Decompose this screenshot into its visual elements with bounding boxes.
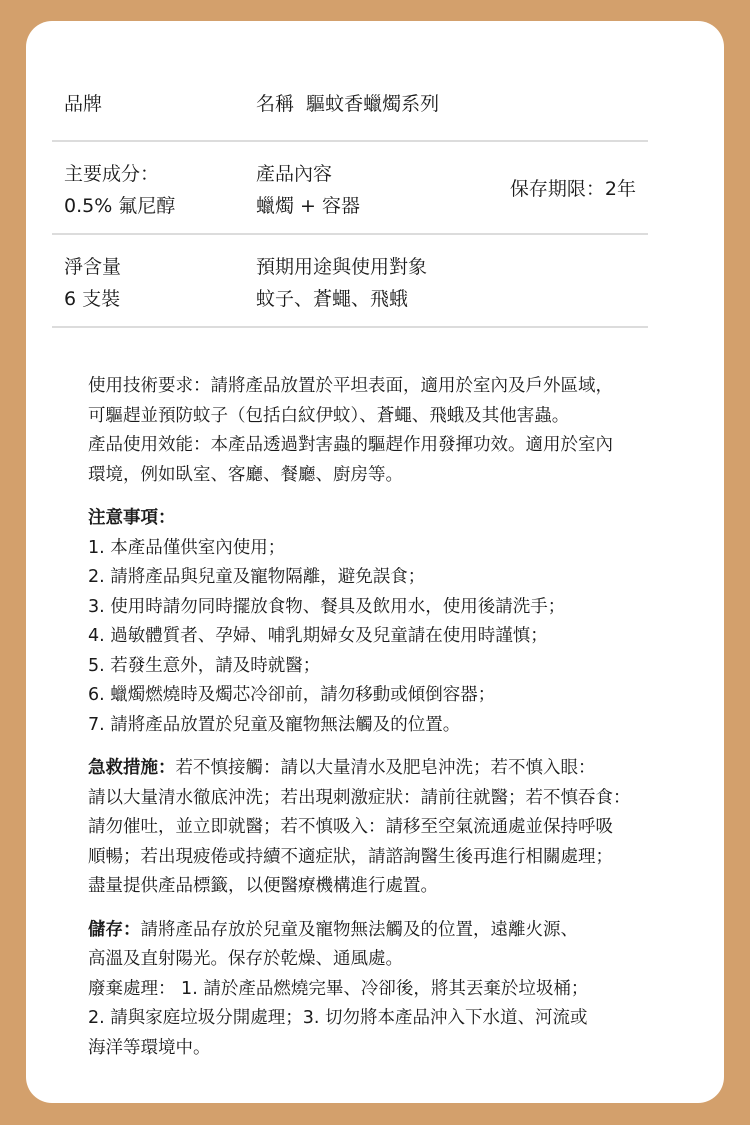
- precaution-item: 2. 請將產品與兒童及寵物隔離，避免誤食；: [88, 567, 426, 587]
- precaution-item: 3. 使用時請勿同時擺放食物、餐具及飲用水，使用後請洗手；: [88, 596, 566, 617]
- first-aid-title: 急救措施：: [88, 758, 176, 778]
- content-label: 產品內容: [256, 163, 333, 185]
- precautions-section: [88, 504, 678, 740]
- net-value: 6 支裝: [64, 288, 121, 310]
- disposal-line: 廢棄處理： 1. 請於產品燃燒完畢、冷卻後，將其丟棄於垃圾桶；: [88, 978, 589, 999]
- ingredient-cell: [64, 158, 175, 222]
- spec-row-ingredients: [52, 142, 648, 235]
- use-value: 蚊子、蒼蠅、飛蛾: [256, 288, 409, 310]
- usage-line: 產品使用效能：本產品透過對害蟲的驅趕作用發揮功效。適用於室內: [88, 435, 613, 455]
- storage-section: [88, 916, 678, 1064]
- usage-section: [88, 372, 678, 490]
- shelf-life: 保存期限：2年: [509, 178, 636, 200]
- net-cell: [64, 251, 121, 315]
- precaution-item: 7. 請將產品放置於兒童及寵物無法觸及的位置。: [88, 714, 461, 735]
- product-name: 名稱 驅蚊香蠟燭系列: [256, 93, 440, 115]
- precaution-item: 4. 過敏體質者、孕婦、哺乳期婦女及兒童請在使用時謹慎；: [88, 626, 548, 646]
- spec-table: [52, 72, 648, 328]
- ingredient-label: 主要成分：: [64, 163, 160, 185]
- label-body: [88, 372, 678, 1063]
- content-cell: [256, 158, 360, 222]
- precautions-title: 注意事項：: [88, 508, 176, 528]
- disposal-line: 2. 請與家庭垃圾分開處理；3. 切勿將本產品沖入下水道、河流或: [88, 1008, 588, 1028]
- disposal-line: 海洋等環境中。: [88, 1037, 211, 1058]
- precaution-item: 6. 蠟燭燃燒時及燭芯冷卻前，請勿移動或傾倒容器；: [88, 685, 496, 705]
- first-aid-section: [88, 754, 678, 902]
- first-aid-text: 若不慎接觸：請以大量清水及肥皂沖洗；若不慎入眼：: [175, 758, 596, 778]
- content-value: 蠟燭 + 容器: [256, 195, 360, 217]
- use-label: 預期用途與使用對象: [256, 256, 428, 278]
- use-cell: [256, 251, 427, 315]
- first-aid-line: [88, 754, 678, 784]
- precaution-item: 5. 若發生意外，請及時就醫；: [88, 655, 321, 676]
- spec-row-brand: [52, 72, 648, 142]
- first-aid-line: 順暢；若出現疲倦或持續不適症狀，請諮詢醫生後再進行相關處理；: [88, 846, 613, 867]
- spec-row-net: [52, 235, 648, 328]
- precaution-item: 1. 本產品僅供室內使用；: [88, 537, 286, 558]
- first-aid-line: 請以大量清水徹底沖洗；若出現刺激症狀：請前往就醫；若不慎吞食：: [88, 787, 631, 808]
- brand-label: 品牌: [64, 93, 103, 115]
- net-label: 淨含量: [64, 256, 122, 278]
- storage-line: 高溫及直射陽光。保存於乾燥、通風處。: [88, 949, 403, 969]
- first-aid-line: 盡量提供產品標籤，以便醫療機構進行處置。: [88, 876, 438, 896]
- ingredient-value: 0.5% 氟尼醇: [64, 195, 176, 217]
- first-aid-line: 請勿催吐，並立即就醫；若不慎吸入：請移至空氣流通處並保持呼吸: [88, 817, 613, 837]
- usage-line: 環境，例如臥室、客廳、餐廳、廚房等。: [88, 464, 403, 485]
- storage-line: [88, 916, 678, 946]
- usage-line: 使用技術要求：請將產品放置於平坦表面，適用於室內及戶外區域，: [88, 376, 613, 396]
- storage-text: 請將產品存放於兒童及寵物無法觸及的位置，遠離火源、: [140, 919, 578, 940]
- storage-title: 儲存：: [88, 919, 141, 940]
- usage-line: 可驅趕並預防蚊子（包括白紋伊蚊）、蒼蠅、飛蛾及其他害蟲。: [88, 405, 570, 426]
